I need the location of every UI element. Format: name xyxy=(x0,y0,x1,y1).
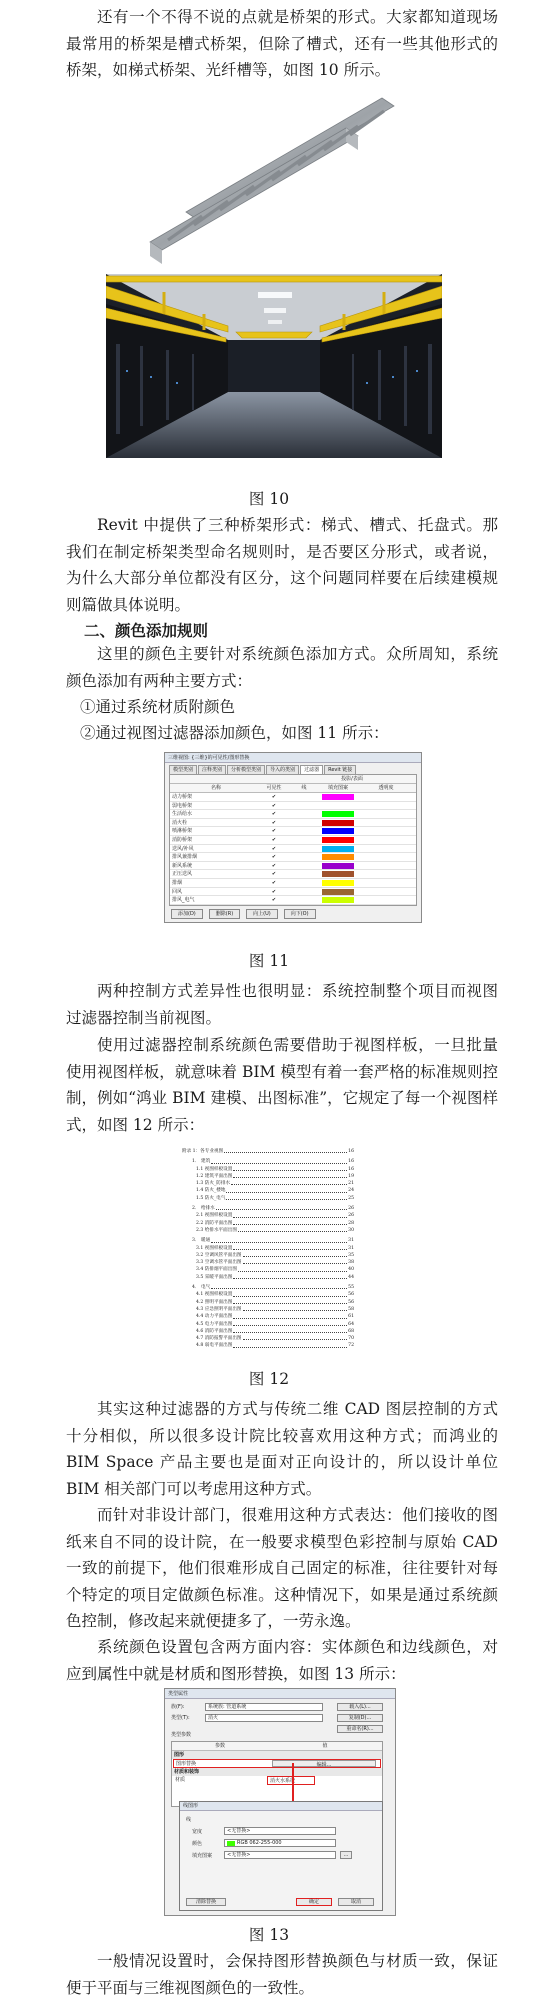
visibility-checkbox[interactable]: ✔ xyxy=(271,811,277,818)
toc-page-number: 44 xyxy=(348,1274,354,1280)
paragraph-revit-bridge-types: Revit 中提供了三种桥架形式：梯式、槽式、托盘式。那我们在制定桥架类型命名规则时，是否要区分形式，或者说，为什么大部分单位都没有区分，这个问题同样要在后续建模规则篇做具体说明。 xyxy=(66,516,498,614)
fill-color-swatch xyxy=(322,863,354,869)
dialog-title: 三维视图: {三维}的可见性/图形替换 xyxy=(165,753,421,763)
fill-color-swatch xyxy=(322,846,354,852)
fill-pattern-cell[interactable] xyxy=(320,896,356,904)
toc-page-number: 25 xyxy=(348,1195,354,1201)
type-label: 类型(T): xyxy=(171,1715,190,1721)
graphics-override-edit-button[interactable]: 编辑... xyxy=(272,1760,376,1767)
line-group-label: 线 xyxy=(186,1817,192,1823)
toc-leader xyxy=(233,1212,347,1217)
filter-name: 排风_电气 xyxy=(172,897,195,904)
fill-pattern-cell[interactable] xyxy=(320,888,356,896)
fill-pattern-cell[interactable] xyxy=(320,793,356,801)
transparency-cell[interactable] xyxy=(356,862,416,870)
filter-name: 回风 xyxy=(172,888,183,895)
paragraph-color-methods: 这里的颜色主要针对系统颜色添加方式。众所周知，系统颜色添加有两种主要方式： xyxy=(66,645,498,690)
toc-leader xyxy=(233,1299,347,1304)
toc-page-number: 19 xyxy=(348,1173,354,1179)
paragraph-consistency: 一般情况设置时，会保持图形替换颜色与材质一致，保证便于平面与三维视图颜色的一致性。 xyxy=(66,1952,498,1997)
figure-12-caption: 图 12 xyxy=(248,1370,290,1388)
toc-leader xyxy=(233,1342,347,1347)
filter-rows xyxy=(170,793,416,905)
toc-page-number: 28 xyxy=(348,1220,354,1226)
transparency-cell[interactable] xyxy=(356,819,416,827)
line-override-cell[interactable] xyxy=(288,888,320,896)
visibility-checkbox[interactable]: ✔ xyxy=(271,888,277,895)
toc-leader xyxy=(211,1237,347,1242)
family-select[interactable]: 系统族: 管道系统 xyxy=(205,1703,323,1711)
toc-entry xyxy=(182,1306,354,1313)
width-select[interactable]: <无替换> xyxy=(224,1827,336,1835)
filter-name: 正压送风 xyxy=(172,871,193,878)
toc-leader xyxy=(238,1227,347,1232)
toc-page-number: 55 xyxy=(348,1285,354,1291)
filter-row[interactable] xyxy=(170,836,416,845)
toc-leader xyxy=(233,1220,347,1225)
line-graphics-title: 线图形 xyxy=(180,1802,382,1811)
tab-annotation-categories[interactable]: 注释类别 xyxy=(198,765,226,774)
toc-leader xyxy=(226,1187,347,1192)
figure-13-caption: 图 13 xyxy=(248,1926,290,1944)
toc-page-number: 21 xyxy=(348,1181,354,1187)
fill-pattern-select[interactable]: <无替换> xyxy=(224,1851,336,1859)
toc-page-number: 58 xyxy=(348,1306,354,1312)
fill-pattern-cell[interactable] xyxy=(320,810,356,818)
toc-entry xyxy=(182,1205,354,1212)
line-override-cell[interactable] xyxy=(288,845,320,853)
toc-label: 4.5 电力平面出图 xyxy=(196,1321,233,1327)
value-column-header: 值 xyxy=(322,1743,328,1749)
fill-color-swatch xyxy=(322,820,354,826)
toc-leader xyxy=(233,1274,347,1279)
transparency-cell[interactable] xyxy=(356,845,416,853)
header-transparency: 透明度 xyxy=(378,785,394,791)
toc-label: 2． 给排水 xyxy=(192,1206,215,1212)
toc-page-number: 61 xyxy=(348,1314,354,1320)
filters-table xyxy=(169,774,417,906)
type-properties-dialog xyxy=(164,1688,396,1916)
line-override-cell[interactable] xyxy=(288,827,320,835)
toc-entry xyxy=(182,1166,354,1173)
toc-label: 2.2 消防平面出图 xyxy=(196,1220,233,1226)
fill-color-swatch xyxy=(322,897,354,903)
paragraph-non-design-departments: 而针对非设计部门，很难用这种方式表达：他们接收的图纸来自不同的设计院，在一般要求模型色彩控制与原始 CAD 一致的前提下，他们很难形成自己固定的标准，往往要针对每个特定的项目定做颜色标准。这种情况下，如果是通过系统颜色控制，修改起来就便捷多了，一劳永逸。 xyxy=(66,1506,498,1630)
toc-page-number: 16 xyxy=(348,1159,354,1165)
visibility-checkbox[interactable]: ✔ xyxy=(271,854,277,861)
toc-label: 2.1 视图样板设置 xyxy=(196,1213,233,1219)
header-name: 名称 xyxy=(210,785,221,791)
toc-entry xyxy=(182,1342,354,1349)
line-override-cell[interactable] xyxy=(288,879,320,887)
type-properties-title: 类型属性 xyxy=(165,1689,395,1699)
paragraph-control-difference: 两种控制方式差异性也很明显：系统控制整个项目而视图过滤器控制当前视图。 xyxy=(66,982,498,1027)
toc-label: 1.2 建筑平面出图 xyxy=(196,1173,233,1179)
filter-name: 排风兼排烟 xyxy=(172,854,198,861)
width-label: 宽度 xyxy=(192,1829,203,1835)
toc-label: 3.3 空调水管平面出图 xyxy=(196,1260,242,1266)
fill-pattern-cell[interactable] xyxy=(320,879,356,887)
tab-revit-links[interactable]: Revit 链接 xyxy=(324,765,356,774)
filter-name: 弱电桥架 xyxy=(172,802,193,809)
toc-page-number: 26 xyxy=(348,1206,354,1212)
toc-page-number: 72 xyxy=(348,1343,354,1349)
toc-entry xyxy=(182,1284,354,1291)
toc-label: 2.3 给排水平面出图 xyxy=(196,1227,237,1233)
visibility-checkbox[interactable]: ✔ xyxy=(271,828,277,835)
line-override-cell[interactable] xyxy=(288,793,320,801)
visibility-checkbox[interactable]: ✔ xyxy=(271,845,277,852)
table-of-contents xyxy=(182,1148,354,1350)
toc-entry xyxy=(182,1180,354,1187)
header-pattern: 填充图案 xyxy=(327,785,348,791)
toc-page-number: 38 xyxy=(348,1260,354,1266)
filter-name: 动力桥架 xyxy=(172,794,193,800)
tab-filters[interactable]: 过滤器 xyxy=(300,765,323,774)
toc-leader xyxy=(216,1205,347,1210)
toc-entry xyxy=(182,1237,354,1244)
filter-name: 喷淋桥架 xyxy=(172,828,193,835)
dialog-tabs xyxy=(165,763,421,774)
toc-leader xyxy=(233,1313,347,1318)
ladder-tray-photo xyxy=(146,92,398,268)
toc-page-number: 35 xyxy=(348,1252,354,1258)
fill-pattern-cell[interactable] xyxy=(320,836,356,844)
filter-row[interactable] xyxy=(170,827,416,836)
toc-page-number: 56 xyxy=(348,1299,354,1305)
toc-label: 1.3 防火_防排水 xyxy=(196,1181,231,1187)
fill-color-swatch xyxy=(322,837,354,843)
fill-color-swatch xyxy=(322,794,354,800)
transparency-cell[interactable] xyxy=(356,836,416,844)
header-visibility: 可见性 xyxy=(266,785,282,791)
paragraph-view-template: 使用过滤器控制系统颜色需要借助于视图样板，一旦批量使用视图样板，就意味着 BIM 模型有着一套严格的标准规则控制，例如“鸿业 BIM 建模、出图标准”，它规定了每一个视图样式，如图 12 所示： xyxy=(66,1036,498,1134)
toc-entry xyxy=(182,1299,354,1306)
transparency-cell[interactable] xyxy=(356,870,416,878)
material-label: 材质 xyxy=(175,1777,186,1783)
color-label: 颜色 xyxy=(192,1841,203,1847)
toc-label: 3． 暖通 xyxy=(192,1238,211,1244)
fill-color-swatch xyxy=(322,854,354,860)
visibility-checkbox[interactable]: ✔ xyxy=(271,794,277,800)
paragraph-system-color-setting: 系统颜色设置包含两方面内容：实体颜色和边线颜色，对应到属性中就是材质和图形替换，如图 13 所示： xyxy=(66,1638,498,1683)
toc-entry xyxy=(182,1220,354,1227)
toc-page-number: 16 xyxy=(348,1166,354,1172)
transparency-cell[interactable] xyxy=(356,810,416,818)
toc-page-number: 56 xyxy=(348,1292,354,1298)
type-select[interactable]: 消火 xyxy=(205,1714,323,1722)
filter-row[interactable] xyxy=(170,793,416,802)
line-override-cell[interactable] xyxy=(288,870,320,878)
toc-entry xyxy=(182,1158,354,1165)
toc-entry xyxy=(182,1335,354,1342)
toc-entry xyxy=(182,1321,354,1328)
clear-overrides-button[interactable]: 清除替换 xyxy=(186,1898,226,1906)
toc-entry xyxy=(182,1328,354,1335)
toc-entry xyxy=(182,1148,354,1155)
fill-pattern-cell[interactable] xyxy=(320,870,356,878)
fill-pattern-cell[interactable] xyxy=(320,853,356,861)
header-line: 线 xyxy=(301,785,307,791)
toc-leader xyxy=(243,1335,348,1340)
fill-color-swatch xyxy=(322,889,354,895)
color-select[interactable] xyxy=(224,1839,336,1847)
toc-entry xyxy=(182,1187,354,1194)
toc-label: 1.4 防火_楼地 xyxy=(196,1188,226,1194)
toc-leader xyxy=(211,1158,347,1163)
toc-label: 附录 1：各专业视图 xyxy=(182,1149,224,1154)
material-row[interactable] xyxy=(173,1776,381,1785)
fill-pattern-cell[interactable] xyxy=(320,862,356,870)
load-button[interactable]: 载入(L)... xyxy=(337,1703,383,1711)
figure-11-caption: 图 11 xyxy=(248,952,290,970)
transparency-cell[interactable] xyxy=(356,802,416,810)
rename-button[interactable]: 重命名(R)... xyxy=(337,1725,383,1733)
toc-leader xyxy=(224,1148,347,1153)
line-override-cell[interactable] xyxy=(288,896,320,904)
fill-pattern-cell[interactable] xyxy=(320,827,356,835)
filter-name: 消火栓 xyxy=(172,819,188,826)
paragraph-cad-layer-similarity: 其实这种过滤器的方式与传统二维 CAD 图层控制的方式十分相似，所以很多设计院比较喜欢用这种方式；而鸿业的 BIM Space 产品主要也是面对正向设计的，所以设计单位 BIM 相关部门可以考虑用这种方式。 xyxy=(66,1400,498,1498)
visibility-graphics-dialog xyxy=(164,752,422,923)
toc-entry xyxy=(182,1173,354,1180)
toc-page-number: 70 xyxy=(348,1336,354,1342)
toc-leader xyxy=(233,1328,347,1333)
toc-entry xyxy=(182,1252,354,1259)
toc-leader xyxy=(233,1245,347,1250)
list-item-system-material: ①通过系统材质附颜色 xyxy=(80,698,236,716)
line-override-cell[interactable] xyxy=(288,853,320,861)
fill-color-swatch xyxy=(322,880,354,886)
group-graphics: 图形 xyxy=(172,1751,382,1759)
toc-label: 4.7 消防报警平面出图 xyxy=(196,1336,242,1342)
toc-page-number: 31 xyxy=(348,1245,354,1251)
toc-label: 1.1 视图样板设置 xyxy=(196,1166,233,1172)
filter-row[interactable] xyxy=(170,802,416,811)
filter-name: 排烟 xyxy=(172,879,183,886)
toc-leader xyxy=(233,1166,347,1171)
move-up-button[interactable]: 向上(U) xyxy=(246,909,278,919)
toc-entry xyxy=(182,1313,354,1320)
toc-leader xyxy=(233,1291,347,1296)
visibility-checkbox[interactable]: ✔ xyxy=(271,819,277,826)
line-override-cell[interactable] xyxy=(288,862,320,870)
parameters-table xyxy=(171,1741,383,1807)
visibility-checkbox[interactable]: ✔ xyxy=(271,871,277,878)
toc-leader xyxy=(231,1180,347,1185)
figure-10-caption: 图 10 xyxy=(248,490,290,508)
toc-page-number: 68 xyxy=(348,1328,354,1334)
dialog-buttons xyxy=(165,906,421,922)
tab-imported-categories[interactable]: 导入的类别 xyxy=(266,765,299,774)
fill-pattern-cell[interactable] xyxy=(320,802,356,810)
type-parameters-label: 类型参数 xyxy=(171,1732,192,1738)
fill-pattern-label: 填充图案 xyxy=(192,1853,213,1859)
heading-color-rules: 二、颜色添加规则 xyxy=(84,621,209,640)
toc-label: 4.1 视图样板设置 xyxy=(196,1292,233,1298)
visibility-checkbox[interactable]: ✔ xyxy=(271,836,277,843)
fill-color-swatch xyxy=(322,811,354,817)
toc-leader xyxy=(226,1195,347,1200)
filter-row[interactable] xyxy=(170,888,416,897)
transparency-cell[interactable] xyxy=(356,879,416,887)
delete-button[interactable]: 删除(R) xyxy=(209,909,240,919)
toc-page-number: 40 xyxy=(348,1267,354,1273)
toc-label: 3.4 防排烟平面出图 xyxy=(196,1267,237,1273)
filter-name: 消防桥架 xyxy=(172,836,193,843)
toc-entry xyxy=(182,1227,354,1234)
transparency-cell[interactable] xyxy=(356,896,416,904)
visibility-checkbox[interactable]: ✔ xyxy=(271,897,277,904)
transparency-cell[interactable] xyxy=(356,853,416,861)
color-swatch xyxy=(227,1841,235,1846)
list-item-view-filter: ②通过视图过滤器添加颜色，如图 11 所示： xyxy=(80,724,389,742)
filter-row[interactable] xyxy=(170,819,416,828)
visibility-checkbox[interactable]: ✔ xyxy=(271,802,277,809)
graphics-override-label: 图形替换 xyxy=(176,1761,197,1767)
toc-page-number: 30 xyxy=(348,1227,354,1233)
toc-page-number: 31 xyxy=(348,1238,354,1244)
paragraph-intro-bridge: 还有一个不得不说的点就是桥架的形式。大家都知道现场最常用的桥架是槽式桥架，但除了槽式，还有一些其他形式的桥架，如梯式桥架、光纤槽等，如图 10 所示。 xyxy=(66,8,498,79)
toc-label: 4.6 消防平面出图 xyxy=(196,1328,233,1334)
visibility-checkbox[interactable]: ✔ xyxy=(271,879,277,886)
toc-entry xyxy=(182,1212,354,1219)
color-value: RGB 062-255-000 xyxy=(237,1840,282,1846)
filter-name: 新风系统 xyxy=(172,862,193,869)
line-override-cell[interactable] xyxy=(288,836,320,844)
move-down-button[interactable]: 向下(O) xyxy=(284,909,316,919)
filter-row[interactable] xyxy=(170,810,416,819)
line-override-cell[interactable] xyxy=(288,819,320,827)
group-material: 材质和装饰 xyxy=(172,1768,382,1776)
filter-row[interactable] xyxy=(170,870,416,879)
toc-leader xyxy=(233,1173,347,1178)
toc-leader xyxy=(211,1284,347,1289)
toc-label: 4.4 动力平面出图 xyxy=(196,1314,233,1320)
toc-leader xyxy=(243,1252,348,1257)
filter-row[interactable] xyxy=(170,896,416,905)
toc-page-number: 24 xyxy=(348,1188,354,1194)
toc-label: 1． 建筑 xyxy=(192,1159,211,1165)
ok-button[interactable]: 确定 xyxy=(296,1898,332,1906)
toc-page-number: 16 xyxy=(348,1149,354,1154)
toc-label: 4． 电气 xyxy=(192,1285,211,1291)
toc-leader xyxy=(243,1259,348,1264)
toc-page-number: 64 xyxy=(348,1321,354,1327)
filter-name: 生活给水 xyxy=(172,811,193,818)
filter-row[interactable] xyxy=(170,845,416,854)
transparency-cell[interactable] xyxy=(356,888,416,896)
visibility-checkbox[interactable]: ✔ xyxy=(271,862,277,869)
cancel-button[interactable]: 取消 xyxy=(338,1898,374,1906)
toc-label: 3.5 采暖平面出图 xyxy=(196,1274,233,1280)
toc-page-number: 26 xyxy=(348,1213,354,1219)
line-override-cell[interactable] xyxy=(288,810,320,818)
fill-color-swatch xyxy=(322,803,354,809)
fill-pattern-cell[interactable] xyxy=(320,819,356,827)
toc-entry xyxy=(182,1195,354,1202)
material-value: 消火水系统 xyxy=(267,1776,315,1785)
toc-label: 1.5 防火_电气 xyxy=(196,1195,226,1201)
toc-leader xyxy=(238,1266,347,1271)
add-button[interactable]: 添加(D) xyxy=(171,909,203,919)
tab-analytical-categories[interactable]: 分析模型类别 xyxy=(227,765,265,774)
toc-entry xyxy=(182,1291,354,1298)
fill-pattern-browse-button[interactable]: … xyxy=(340,1851,352,1859)
transparency-cell[interactable] xyxy=(356,793,416,801)
tab-model-categories[interactable]: 模型类别 xyxy=(169,765,197,774)
param-column-header: 参数 xyxy=(214,1743,225,1749)
filter-row[interactable] xyxy=(170,853,416,862)
header-projection-surface: 投影/表面 xyxy=(341,776,363,782)
toc-label: 4.3 应急照明平面出图 xyxy=(196,1306,242,1312)
line-override-cell[interactable] xyxy=(288,802,320,810)
duplicate-button[interactable]: 复制(D)... xyxy=(337,1714,383,1722)
fill-pattern-cell[interactable] xyxy=(320,845,356,853)
toc-leader xyxy=(233,1321,347,1326)
fill-color-swatch xyxy=(322,828,354,834)
toc-entry xyxy=(182,1274,354,1281)
graphics-override-row[interactable] xyxy=(173,1759,381,1768)
toc-entry xyxy=(182,1259,354,1266)
filter-name: 送风/补风 xyxy=(172,845,194,852)
toc-label: 3.1 视图样板设置 xyxy=(196,1245,233,1251)
transparency-cell[interactable] xyxy=(356,827,416,835)
fill-color-swatch xyxy=(322,871,354,877)
line-graphics-dialog xyxy=(179,1801,383,1911)
filter-row[interactable] xyxy=(170,862,416,871)
toc-entry xyxy=(182,1266,354,1273)
toc-entry xyxy=(182,1245,354,1252)
toc-label: 4.2 照明平面出图 xyxy=(196,1299,233,1305)
toc-leader xyxy=(243,1306,348,1311)
data-center-photo xyxy=(106,274,442,458)
filter-row[interactable] xyxy=(170,879,416,888)
toc-label: 4.8 弱电平面出图 xyxy=(196,1343,233,1349)
family-label: 族(F): xyxy=(171,1704,185,1710)
toc-label: 3.2 空调风管平面出图 xyxy=(196,1252,242,1258)
